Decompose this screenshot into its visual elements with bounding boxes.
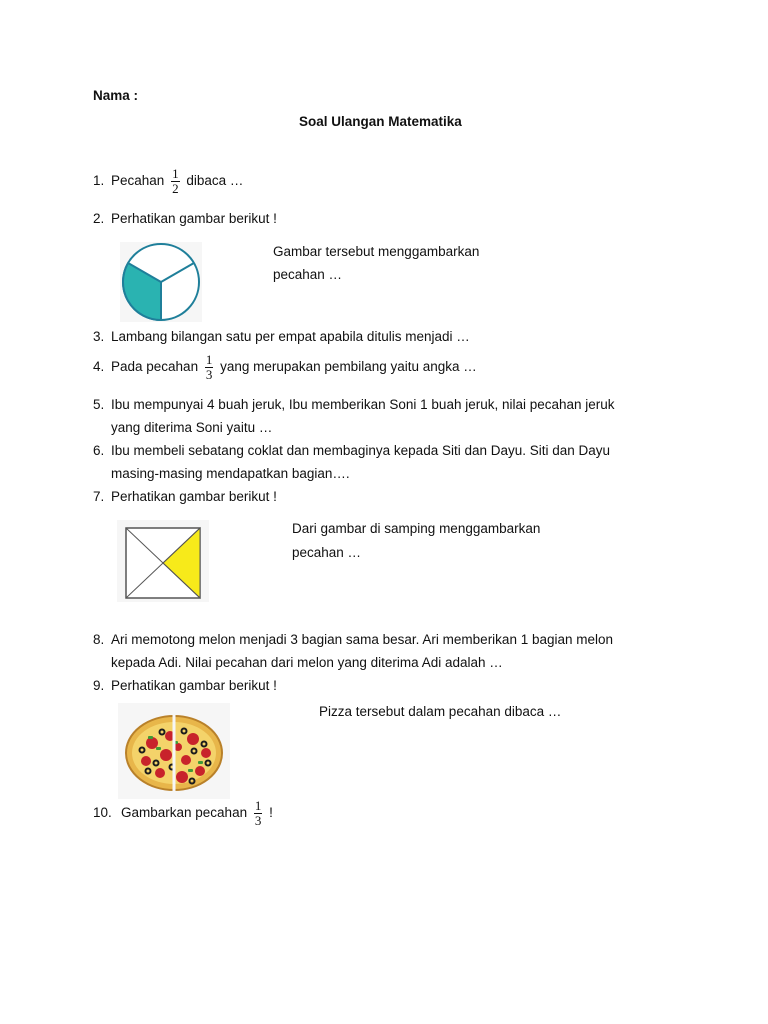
question-5 bbox=[93, 397, 615, 412]
question-text: Pada pecahan bbox=[111, 359, 199, 375]
page-title: Soal Ulangan Matematika bbox=[299, 114, 462, 129]
question-6 bbox=[93, 443, 610, 458]
question-text: dibaca … bbox=[186, 173, 244, 189]
question-2-side-text: Gambar tersebut menggambarkan bbox=[273, 244, 480, 259]
question-9 bbox=[93, 678, 277, 693]
pizza-figure bbox=[118, 703, 230, 799]
question-4 bbox=[93, 354, 477, 381]
question-text: Pecahan bbox=[111, 173, 165, 189]
question-text: Ibu membeli sebatang coklat dan membaginya kepada Siti dan Dayu. Siti dan Dayu bbox=[111, 443, 611, 458]
question-text: Gambarkan pecahan bbox=[121, 805, 248, 821]
question-number: 8. bbox=[93, 632, 105, 647]
question-number: 4. bbox=[93, 359, 105, 375]
question-3 bbox=[93, 329, 470, 344]
question-number: 10. bbox=[93, 805, 112, 821]
question-2-side-text: pecahan … bbox=[273, 267, 343, 282]
question-10 bbox=[93, 800, 273, 827]
question-text: yang merupakan pembilang yaitu angka … bbox=[220, 359, 477, 375]
question-7-side-text: pecahan … bbox=[292, 545, 362, 560]
question-number: 3. bbox=[93, 329, 105, 344]
name-label: Nama : bbox=[93, 88, 139, 103]
question-9-side-text: Pizza tersebut dalam pecahan dibaca … bbox=[319, 704, 562, 719]
question-text: Ibu mempunyai 4 buah jeruk, Ibu memberikan Soni 1 buah jeruk, nilai pecahan jeruk bbox=[111, 397, 615, 412]
question-number: 6. bbox=[93, 443, 105, 458]
question-number: 1. bbox=[93, 173, 105, 189]
question-7 bbox=[93, 489, 277, 504]
fraction-circle-figure bbox=[120, 242, 202, 322]
question-text: Lambang bilangan satu per empat apabila ditulis menjadi … bbox=[111, 329, 470, 344]
question-text: ! bbox=[269, 805, 273, 821]
question-text: Ari memotong melon menjadi 3 bagian sama besar. Ari memberikan 1 bagian melon bbox=[111, 632, 614, 647]
question-text: Perhatikan gambar berikut ! bbox=[111, 678, 277, 693]
question-8-continuation: kepada Adi. Nilai pecahan dari melon yang diterima Adi adalah … bbox=[111, 655, 503, 670]
question-text: Perhatikan gambar berikut ! bbox=[111, 489, 277, 504]
question-number: 7. bbox=[93, 489, 105, 504]
question-6-continuation: masing-masing mendapatkan bagian…. bbox=[111, 466, 350, 481]
question-1 bbox=[93, 168, 243, 195]
question-text: Perhatikan gambar berikut ! bbox=[111, 211, 277, 226]
question-7-side-text: Dari gambar di samping menggambarkan bbox=[292, 521, 541, 536]
question-8 bbox=[93, 632, 613, 647]
question-2 bbox=[93, 211, 277, 226]
question-number: 9. bbox=[93, 678, 105, 693]
fraction: $\frac{1}{3}$ bbox=[254, 798, 262, 828]
question-5-continuation: yang diterima Soni yaitu … bbox=[111, 420, 273, 435]
fraction: $\frac{1}{3}$ bbox=[205, 352, 213, 382]
question-number: 5. bbox=[93, 397, 105, 412]
question-number: 2. bbox=[93, 211, 105, 226]
fraction: $\frac{1}{2}$ bbox=[172, 166, 179, 196]
fraction-square-figure bbox=[117, 520, 209, 602]
